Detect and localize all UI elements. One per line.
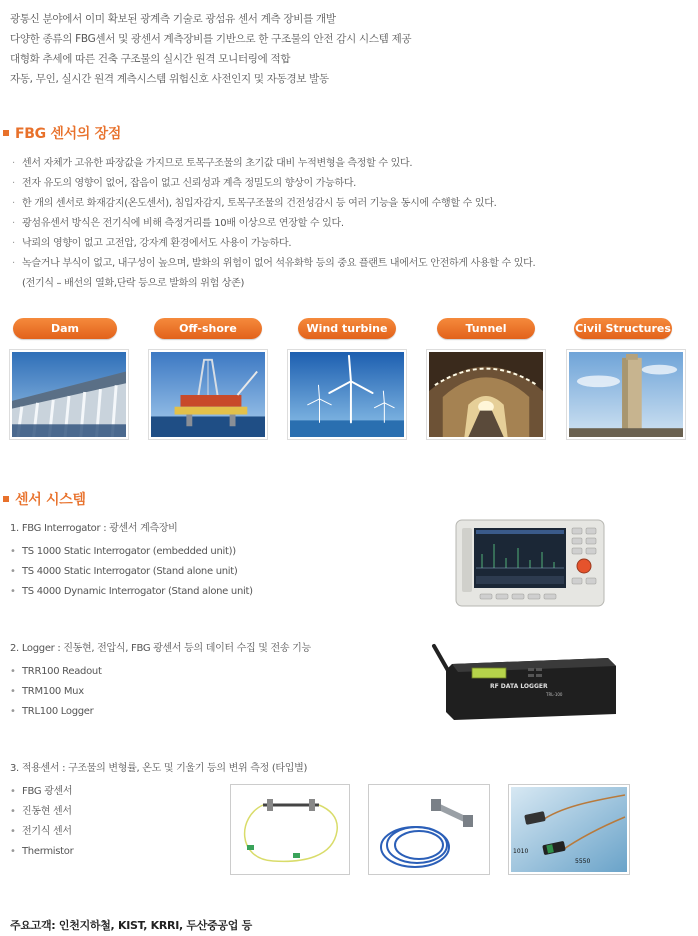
list-item: • 전기식 센서 (10, 822, 690, 842)
intro-text (10, 9, 411, 89)
list-item: • Thermistor (10, 842, 690, 862)
dot-icon: · (12, 178, 15, 189)
probe-label: 5550 (575, 858, 591, 865)
system-title: 센서 시스템 (15, 492, 86, 508)
fbg-sensor-photo (230, 784, 350, 875)
list-item: • TS 4000 Dynamic Interrogator (Stand alone unit) (10, 582, 253, 602)
list-item: • FBG 광센서 (10, 782, 690, 802)
advantages-note: (전기식 – 배선의 열화,단락 등으로 발화의 위험 상존) (22, 278, 245, 289)
advantages-list (12, 154, 535, 294)
dot-icon: • (10, 686, 16, 697)
interrogator-heading: 1. FBG Interrogator : 광센서 계측장비 (10, 523, 178, 534)
intro-line: 대형화 추세에 따른 건축 구조물의 실시간 원격 모니터링에 적합 (10, 53, 291, 65)
offshore-photo (148, 349, 268, 440)
dot-icon: • (10, 806, 16, 817)
advantages-heading (3, 123, 121, 143)
square-bullet-icon (3, 496, 9, 502)
electric-sensor-photo (508, 784, 630, 875)
vibrating-wire-sensor-photo (368, 784, 490, 875)
list-item: · 낙뢰의 영향이 없고 고전압, 강자계 환경에서도 사용이 가능하다. (12, 234, 535, 254)
customers-text: 주요고객: 인천지하철, KIST, KRRI, 두산중공업 등 (10, 919, 252, 932)
list-item: · 광섬유센서 방식은 전기식에 비해 측정거리를 10배 이상으로 연장할 수 있다. (12, 214, 535, 234)
dam-label: Dam (13, 318, 117, 339)
list-item: • TRL100 Logger (10, 702, 311, 722)
advantages-title: FBG 센서의 장점 (15, 126, 122, 142)
tunnel-photo (426, 349, 546, 440)
list-item: · 녹슬거나 부식이 없고, 내구성이 높으며, 발화의 위험이 없어 석유화학 등의 중요 플랜트 내에서도 안전하게 사용할 수 있다. (12, 254, 535, 274)
dot-icon: • (10, 846, 16, 857)
wind-turbine-photo (287, 349, 407, 440)
civil-structures-label: Civil Structures (574, 318, 672, 339)
dot-icon: • (10, 826, 16, 837)
probe-label: 1010 (513, 848, 529, 855)
dot-icon: · (12, 238, 15, 249)
logger-device-model: TRL-100 (546, 692, 563, 697)
intro-line: 자동, 무인, 실시간 원격 계측시스템 위험신호 사전인지 및 자동경보 발동 (10, 73, 329, 85)
logger-section (10, 641, 311, 722)
dot-icon: • (10, 566, 16, 577)
dot-icon: • (10, 546, 16, 557)
tunnel-label: Tunnel (437, 318, 535, 339)
dot-icon: · (12, 158, 15, 169)
sensors-heading: 3. 적용센서 : 구조물의 변형률, 온도 및 기울기 등의 변위 측정 (타입별) (10, 763, 308, 774)
list-item: • 진동현 센서 (10, 802, 690, 822)
list-item: · 전자 유도의 영향이 없어, 잡음이 없고 신뢰성과 계측 정밀도의 향상이 가능하다. (12, 174, 535, 194)
dot-icon: • (10, 786, 16, 797)
dot-icon: • (10, 666, 16, 677)
intro-line: 광통신 분야에서 이미 확보된 광계측 기술로 광섬유 센서 계측 장비를 개발 (10, 13, 336, 25)
dot-icon: · (12, 218, 15, 229)
dot-icon: · (12, 258, 15, 269)
logger-device-label: RF DATA LOGGER (490, 683, 548, 690)
dot-icon: • (10, 706, 16, 717)
system-heading (3, 489, 86, 509)
interrogator-device-image (454, 518, 606, 610)
list-item: • TRR100 Readout (10, 662, 311, 682)
list-item: • TRM100 Mux (10, 682, 311, 702)
tower-photo (566, 349, 686, 440)
logger-heading: 2. Logger : 진동현, 전압식, FBG 광센서 등의 데이터 수집 및 전송 기능 (10, 643, 311, 654)
dot-icon: · (12, 198, 15, 209)
list-item: · 한 개의 센서로 화재감지(온도센서), 침입자감지, 토목구조물의 건전성감시 등 여러 기능을 동시에 수행할 수 있다. (12, 194, 535, 214)
list-item: • TS 4000 Static Interrogator (Stand alone unit) (10, 562, 253, 582)
list-item: • TS 1000 Static Interrogator (embedded unit)) (10, 542, 253, 562)
logger-device-image (428, 640, 620, 724)
interrogator-list (10, 542, 253, 602)
intro-line: 다양한 종류의 FBG센서 및 광센서 계측장비를 기반으로 한 구조물의 안전 감시 시스템 제공 (10, 33, 412, 45)
interrogator-section (10, 521, 253, 602)
dam-photo (9, 349, 129, 440)
offshore-label: Off-shore (154, 318, 262, 339)
logger-list (10, 662, 311, 722)
wind-turbine-label: Wind turbine (298, 318, 396, 339)
dot-icon: • (10, 586, 16, 597)
list-item: · 센서 자체가 고유한 파장값을 가지므로 토목구조물의 초기값 대비 누적변형을 측정할 수 있다. (12, 154, 535, 174)
square-bullet-icon (3, 130, 9, 136)
